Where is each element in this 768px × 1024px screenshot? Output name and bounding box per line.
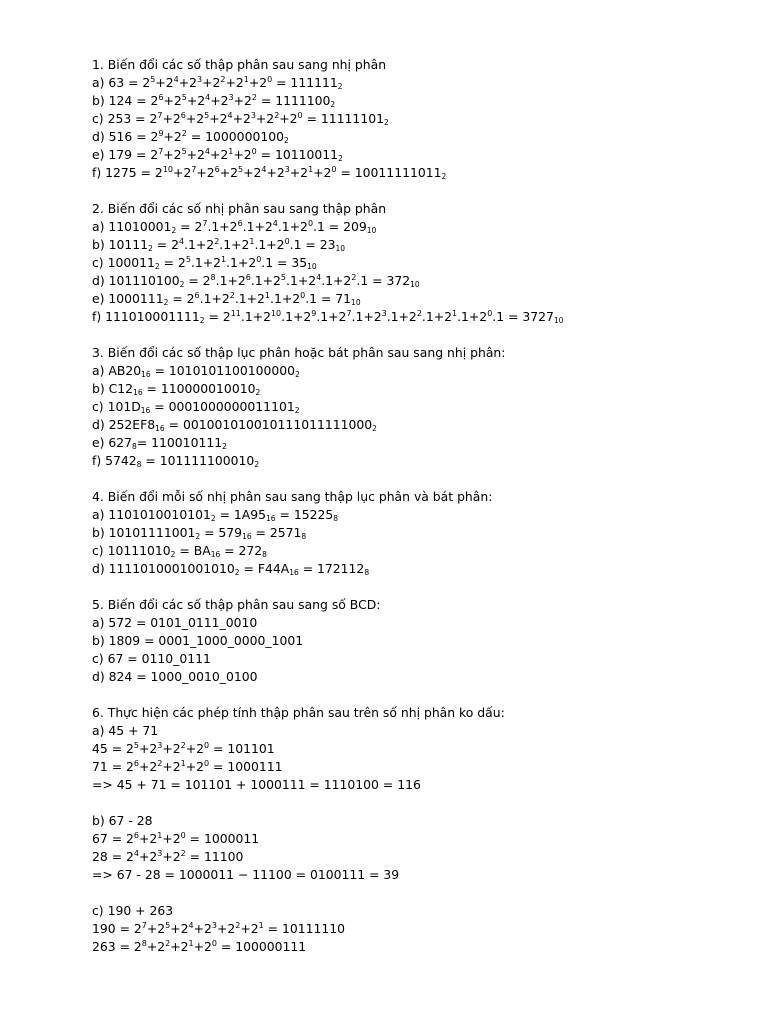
- exercise-line: a) $1101010010101_2 = 1A95_{16} = 15225_8$: [92, 507, 339, 523]
- blank-line: [92, 182, 752, 200]
- exercise-heading: 2. Biến đổi các số nhị phân sau sang thập phân: [92, 201, 387, 216]
- exercise-line: $28 = 2^4+2^3+2^2 = 11100$: [92, 849, 244, 864]
- exercise-line: e) $1000111_2 = 2^6.1+2^2.1+2^1.1+2^0.1 = 71_{10}$: [92, 291, 361, 307]
- exercise-line: b) 1809 = 0001_1000_0000_1001: [92, 633, 304, 648]
- document-page: [92, 56, 752, 956]
- exercise-line: c) 190 + 263: [92, 903, 174, 918]
- exercise-line: e) $179 = 2^7+2^5+2^4+2^1+2^0 = 10110011_2$: [92, 147, 343, 163]
- exercise-line: b) 67 - 28: [92, 813, 153, 828]
- exercise-line: b) $124 = 2^6+2^5+2^4+2^3+2^2 = 1111100_2$: [92, 93, 336, 109]
- exercise-line: c) $100011_2 = 2^5.1+2^1.1+2^0.1 = 35_{10}$: [92, 255, 317, 271]
- exercise-heading: 1. Biến đổi các số thập phân sau sang nhị phân: [92, 57, 387, 72]
- blank-line: [92, 326, 752, 344]
- exercise-line: d) $101110100_2 = 2^8.1+2^6.1+2^5.1+2^4.1+2^2.1 = 372_{10}$: [92, 273, 420, 289]
- exercise-line: f) $111010001111_2 = 2^{11}.1+2^{10}.1+2^9.1+2^7.1+2^3.1+2^2.1+2^1.1+2^0.1 = 3727_{10}$: [92, 309, 564, 325]
- exercise-line: $45 = 2^5+2^3+2^2+2^0 = 101101$: [92, 741, 275, 756]
- exercise-heading: 5. Biến đổi các số thập phân sau sang số BCD:: [92, 597, 381, 612]
- exercise-line: c) 67 = 0110_0111: [92, 651, 211, 666]
- exercise-heading: 3. Biến đổi các số thập lục phân hoặc bát phân sau sang nhị phân:: [92, 345, 506, 360]
- blank-line: [92, 470, 752, 488]
- blank-line: [92, 794, 752, 812]
- exercise-line: $190 = 2^7+2^5+2^4+2^3+2^2+2^1 = 10111110$: [92, 921, 346, 936]
- blank-line: [92, 686, 752, 704]
- exercise-line: b) $10111_2 = 2^4.1+2^2.1+2^1.1+2^0.1 = 23_{10}$: [92, 237, 346, 253]
- exercise-line: a) $11010001_2 = 2^7.1+2^6.1+2^4.1+2^0.1 = 209_{10}$: [92, 219, 377, 235]
- exercise-line: a) 572 = 0101_0111_0010: [92, 615, 258, 630]
- exercise-line: f) $1275 = 2^{10}+2^7+2^6+2^5+2^4+2^3+2^1+2^0 = 10011111011_2$: [92, 165, 447, 181]
- exercise-line: c) $253 = 2^7+2^6+2^5+2^4+2^3+2^2+2^0 = 11111101_2$: [92, 111, 389, 127]
- blank-line: [92, 578, 752, 596]
- exercise-line: a) $AB20_{16} = 1010101100100000_2$: [92, 363, 300, 379]
- exercise-line: a) 45 + 71: [92, 723, 159, 738]
- exercise-line: d) $252EF8_{16} = 001001010010111011111000_2$: [92, 417, 377, 433]
- exercise-line: => 67 - 28 = 1000011 − 11100 = 0100111 = 39: [92, 867, 400, 882]
- exercise-line: f) $5742_8 = 101111100010_2$: [92, 453, 260, 469]
- exercise-line: $263 = 2^8+2^2+2^1+2^0 = 100000111$: [92, 939, 307, 954]
- exercise-line: b) $10101111001_2 = 579_{16} = 2571_8$: [92, 525, 307, 541]
- exercise-line: e) $627_8= 110010111_2$: [92, 435, 227, 451]
- exercise-line: c) $101D_{16} = 0001000000011101_2$: [92, 399, 300, 415]
- exercise-line: $71 = 2^6+2^2+2^1+2^0 = 1000111$: [92, 759, 283, 774]
- exercise-line: d) 824 = 1000_0010_0100: [92, 669, 258, 684]
- blank-line: [92, 884, 752, 902]
- exercise-line: d) $1111010001001010_2 = F44A_{16} = 172112_8$: [92, 561, 370, 577]
- exercise-heading: 6. Thực hiện các phép tính thập phân sau trên số nhị phân ko dấu:: [92, 705, 505, 720]
- exercise-heading: 4. Biến đổi mỗi số nhị phân sau sang thập lục phân và bát phân:: [92, 489, 493, 504]
- exercise-line: c) $10111010_2 = BA_{16} = 272_8$: [92, 543, 267, 559]
- exercise-line: b) $C12_{16} = 110000010010_2$: [92, 381, 261, 397]
- exercise-line: a) $63 = 2^5+2^4+2^3+2^2+2^1+2^0 = 111111_2$: [92, 75, 343, 91]
- exercise-line: => 45 + 71 = 101101 + 1000111 = 1110100 = 116: [92, 777, 421, 792]
- exercise-line: $67 = 2^6+2^1+2^0 = 1000011$: [92, 831, 260, 846]
- exercise-line: d) $516 = 2^9+2^2 = 1000000100_2$: [92, 129, 289, 145]
